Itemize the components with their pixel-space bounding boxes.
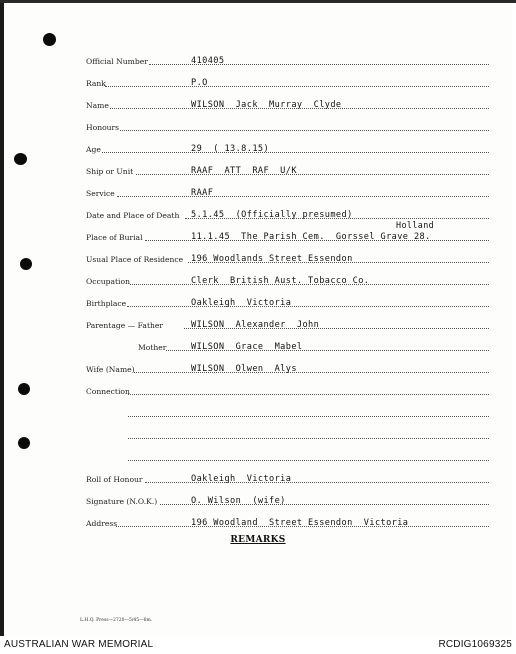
field-honours <box>0 118 516 134</box>
field-value: 11.1.45 The Parish Cem. Gorssel Grave 28. <box>191 232 431 242</box>
footer-institution: AUSTRALIAN WAR MEMORIAL <box>4 639 154 650</box>
field-label: Wife (Name) <box>86 365 135 374</box>
remarks-heading-text: REMARKS <box>230 535 286 545</box>
connection-extra-line <box>0 448 516 464</box>
field-value: WILSON Jack Murray Clyde <box>191 100 342 110</box>
field-leader <box>120 130 489 131</box>
field-leader <box>128 438 489 439</box>
field-value: 196 Woodland Street Essendon Victoria <box>191 518 409 528</box>
field-label: Signature (N.O.K.) <box>86 497 158 506</box>
field-leader <box>136 174 489 175</box>
field-label: Age <box>86 145 101 154</box>
field-value: 410405 <box>191 56 225 66</box>
field-value: Oakleigh Victoria <box>191 298 292 308</box>
field-occupation <box>0 272 516 288</box>
field-value: P.O <box>191 78 208 88</box>
field-value: WILSON Olwen Alys <box>191 364 297 374</box>
field-label: Roll of Honour <box>86 475 143 484</box>
field-leader <box>102 152 489 153</box>
field-label: Connection <box>86 387 130 396</box>
field-leader <box>127 306 489 307</box>
field-label: Rank <box>86 79 106 88</box>
field-label: Mother <box>138 343 167 352</box>
field-mother <box>0 338 516 354</box>
field-ship-or-unit <box>0 162 516 178</box>
field-label: Birthplace <box>86 299 127 308</box>
field-value: 5.1.45 (Officially presumed) <box>191 210 353 220</box>
field-leader <box>134 372 489 373</box>
field-label: Name <box>86 101 109 110</box>
burial-country-note: Holland <box>396 220 435 230</box>
field-father <box>0 316 516 332</box>
field-birthplace <box>0 294 516 310</box>
field-roll-of-honour <box>0 470 516 486</box>
field-label: Service <box>86 189 115 198</box>
field-value: Oakleigh Victoria <box>191 474 292 484</box>
field-leader <box>128 394 489 395</box>
field-place-of-burial <box>0 220 516 244</box>
field-label: Parentage — Father <box>86 321 164 330</box>
field-value: 196 Woodlands Street Essendon <box>191 254 353 264</box>
punch-hole <box>43 33 56 46</box>
field-leader <box>105 86 489 87</box>
field-name <box>0 96 516 112</box>
field-official-number <box>0 52 516 68</box>
field-leader <box>128 416 489 417</box>
field-label: Honours <box>86 123 120 132</box>
field-value: RAAF <box>191 188 214 198</box>
archive-footer <box>0 636 516 654</box>
field-wife <box>0 360 516 376</box>
field-value: Clerk British Aust. Tobacco Co. <box>191 276 370 286</box>
field-label: Place of Burial <box>86 233 143 242</box>
field-rank <box>0 74 516 90</box>
field-service <box>0 184 516 200</box>
field-value: RAAF ATT RAF U/K <box>191 166 297 176</box>
field-label: Occupation <box>86 277 130 286</box>
field-leader <box>117 196 489 197</box>
connection-extra-line <box>0 404 516 420</box>
field-signature <box>0 492 516 508</box>
field-usual-residence <box>0 250 516 266</box>
field-age <box>0 140 516 156</box>
scan-edge-top <box>0 0 516 3</box>
field-connection <box>0 382 516 398</box>
field-leader <box>128 460 489 461</box>
field-label: Ship or Unit <box>86 167 134 176</box>
field-label: Official Number <box>86 57 148 66</box>
printer-imprint: L.H.Q. Press—2720—5/45—6m. <box>80 618 153 623</box>
connection-extra-line <box>0 426 516 442</box>
field-label: Date and Place of Death <box>86 211 180 220</box>
field-value: WILSON Alexander John <box>191 320 320 330</box>
field-value: O. Wilson (wife) <box>191 496 286 506</box>
field-value: 29 ( 13.8.15) <box>191 144 270 154</box>
field-value: WILSON Grace Mabel <box>191 342 303 352</box>
field-date-place-of-death <box>0 206 516 222</box>
field-label: Usual Place of Residence <box>86 255 184 264</box>
field-label: Address <box>86 519 118 528</box>
remarks-heading <box>0 527 516 546</box>
footer-reference: RCDIG1069325 <box>438 639 512 650</box>
